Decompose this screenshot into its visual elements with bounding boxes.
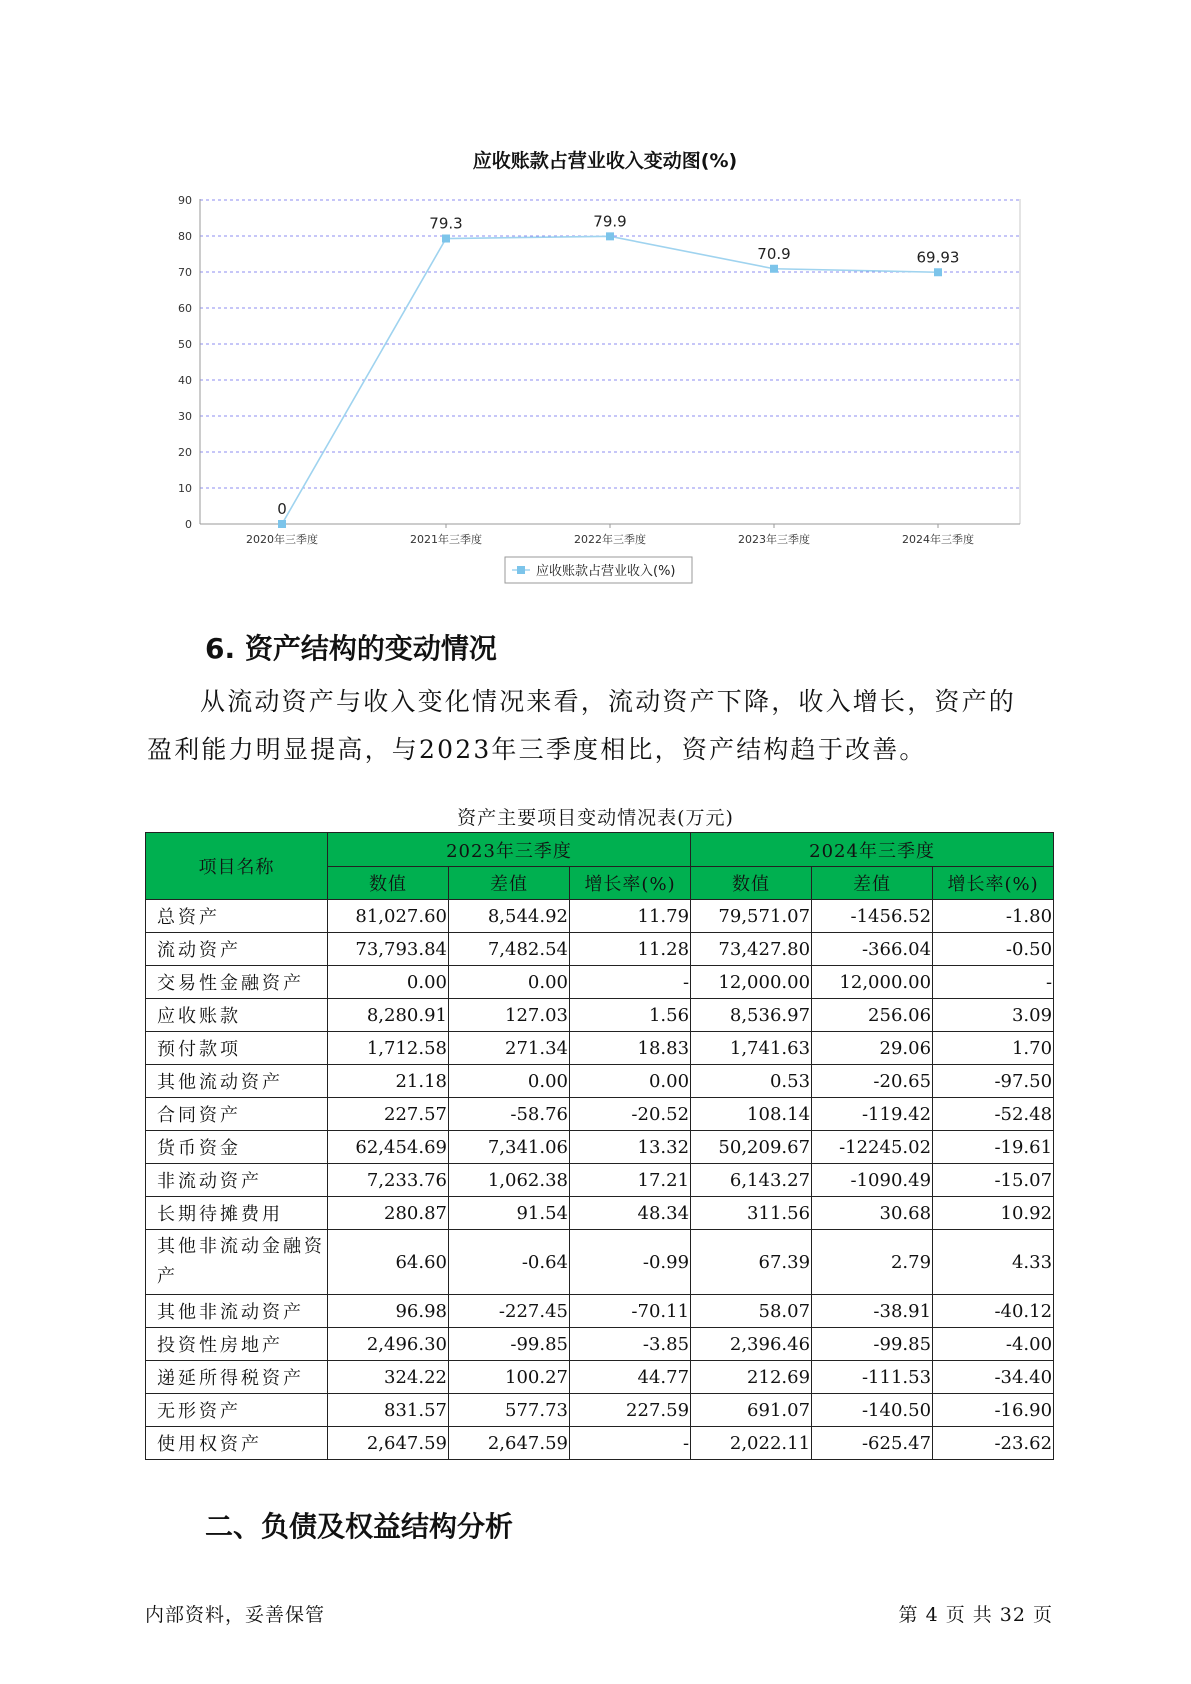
row-item-name: 应收账款 xyxy=(146,999,328,1032)
table-row xyxy=(146,1032,1054,1065)
x-tick-label: 2022年三季度 xyxy=(574,533,646,546)
cell-v23: 831.57 xyxy=(328,1394,449,1427)
table-row xyxy=(146,1197,1054,1230)
table-row xyxy=(146,1427,1054,1460)
cell-d24: -12245.02 xyxy=(812,1131,933,1164)
cell-v24: 212.69 xyxy=(691,1361,812,1394)
row-item-name: 流动资产 xyxy=(146,933,328,966)
cell-v23: 96.98 xyxy=(328,1295,449,1328)
x-tick-label: 2020年三季度 xyxy=(246,533,318,546)
table-row xyxy=(146,1295,1054,1328)
cell-r24: 3.09 xyxy=(933,999,1054,1032)
x-tick-label: 2021年三季度 xyxy=(410,533,482,546)
cell-v23: 0.00 xyxy=(328,966,449,999)
header-rate-2024: 增长率(%) xyxy=(933,867,1054,900)
cell-v24: 73,427.80 xyxy=(691,933,812,966)
cell-d24: 2.79 xyxy=(812,1230,933,1295)
cell-v24: 1,741.63 xyxy=(691,1032,812,1065)
cell-v23: 81,027.60 xyxy=(328,900,449,933)
cell-v23: 280.87 xyxy=(328,1197,449,1230)
header-group-2024: 2024年三季度 xyxy=(691,833,1054,867)
y-tick-label: 90 xyxy=(178,194,192,207)
cell-r23: -70.11 xyxy=(570,1295,691,1328)
cell-v24: 50,209.67 xyxy=(691,1131,812,1164)
cell-d24: -119.42 xyxy=(812,1098,933,1131)
cell-v23: 324.22 xyxy=(328,1361,449,1394)
y-tick-label: 20 xyxy=(178,446,192,459)
cell-v24: 67.39 xyxy=(691,1230,812,1295)
header-item-name: 项目名称 xyxy=(146,833,328,900)
table-row xyxy=(146,933,1054,966)
cell-r23: -3.85 xyxy=(570,1328,691,1361)
cell-v23: 7,233.76 xyxy=(328,1164,449,1197)
header-diff-2024: 差值 xyxy=(812,867,933,900)
cell-r24: -40.12 xyxy=(933,1295,1054,1328)
row-item-name: 合同资产 xyxy=(146,1098,328,1131)
cell-v24: 12,000.00 xyxy=(691,966,812,999)
cell-r23: 17.21 xyxy=(570,1164,691,1197)
row-item-name: 交易性金融资产 xyxy=(146,966,328,999)
data-label: 70.9 xyxy=(757,244,791,263)
cell-r24: -4.00 xyxy=(933,1328,1054,1361)
cell-d24: -38.91 xyxy=(812,1295,933,1328)
cell-v24: 79,571.07 xyxy=(691,900,812,933)
cell-d23: 100.27 xyxy=(449,1361,570,1394)
cell-r24: -97.50 xyxy=(933,1065,1054,1098)
y-tick-label: 10 xyxy=(178,482,192,495)
chart-title: 应收账款占营业收入变动图(%) xyxy=(472,150,738,172)
row-item-name: 预付款项 xyxy=(146,1032,328,1065)
data-point xyxy=(442,235,450,243)
cell-d24: 30.68 xyxy=(812,1197,933,1230)
cell-v23: 1,712.58 xyxy=(328,1032,449,1065)
table-caption: 资产主要项目变动情况表(万元) xyxy=(457,807,734,829)
y-tick-label: 50 xyxy=(178,338,192,351)
table-row xyxy=(146,1065,1054,1098)
table-row xyxy=(146,966,1054,999)
cell-d23: 0.00 xyxy=(449,966,570,999)
cell-v23: 73,793.84 xyxy=(328,933,449,966)
table-body xyxy=(146,900,1054,1460)
cell-r23: 44.77 xyxy=(570,1361,691,1394)
data-point xyxy=(278,520,286,528)
cell-v24: 691.07 xyxy=(691,1394,812,1427)
data-point xyxy=(934,268,942,276)
cell-d23: -0.64 xyxy=(449,1230,570,1295)
cell-v24: 6,143.27 xyxy=(691,1164,812,1197)
receivables-ratio-chart xyxy=(0,0,1191,600)
cell-r23: 1.56 xyxy=(570,999,691,1032)
y-tick-label: 0 xyxy=(185,518,192,531)
cell-v24: 311.56 xyxy=(691,1197,812,1230)
header-rate-2023: 增长率(%) xyxy=(570,867,691,900)
paragraph-line-1: 从流动资产与收入变化情况来看，流动资产下降，收入增长，资产的 xyxy=(200,687,1017,716)
cell-v23: 21.18 xyxy=(328,1065,449,1098)
cell-d24: -99.85 xyxy=(812,1328,933,1361)
cell-d24: 256.06 xyxy=(812,999,933,1032)
cell-r23: 11.28 xyxy=(570,933,691,966)
cell-d24: -140.50 xyxy=(812,1394,933,1427)
cell-v23: 8,280.91 xyxy=(328,999,449,1032)
table-row xyxy=(146,1098,1054,1131)
table-row xyxy=(146,1328,1054,1361)
cell-r23: - xyxy=(570,1427,691,1460)
chart-svg xyxy=(0,0,1191,600)
x-tick-label: 2024年三季度 xyxy=(902,533,974,546)
cell-r23: -20.52 xyxy=(570,1098,691,1131)
table-row xyxy=(146,1164,1054,1197)
row-item-name: 货币资金 xyxy=(146,1131,328,1164)
row-item-name: 其他非流动金融资产 xyxy=(146,1230,328,1295)
cell-d23: 7,341.06 xyxy=(449,1131,570,1164)
cell-r23: - xyxy=(570,966,691,999)
cell-d24: -111.53 xyxy=(812,1361,933,1394)
table-row xyxy=(146,1361,1054,1394)
cell-r24: -15.07 xyxy=(933,1164,1054,1197)
cell-v23: 64.60 xyxy=(328,1230,449,1295)
data-point xyxy=(606,232,614,240)
row-item-name: 无形资产 xyxy=(146,1394,328,1427)
cell-v23: 2,647.59 xyxy=(328,1427,449,1460)
cell-v24: 8,536.97 xyxy=(691,999,812,1032)
cell-v24: 108.14 xyxy=(691,1098,812,1131)
table-row xyxy=(146,999,1054,1032)
data-label: 0 xyxy=(277,500,287,518)
x-tick-label: 2023年三季度 xyxy=(738,533,810,546)
header-value-2024: 数值 xyxy=(691,867,812,900)
cell-r24: 10.92 xyxy=(933,1197,1054,1230)
cell-d24: -366.04 xyxy=(812,933,933,966)
cell-r24: -0.50 xyxy=(933,933,1054,966)
header-diff-2023: 差值 xyxy=(449,867,570,900)
cell-v24: 2,396.46 xyxy=(691,1328,812,1361)
cell-d23: 577.73 xyxy=(449,1394,570,1427)
table-row xyxy=(146,1394,1054,1427)
row-item-name: 其他非流动资产 xyxy=(146,1295,328,1328)
cell-r23: -0.99 xyxy=(570,1230,691,1295)
cell-r24: -52.48 xyxy=(933,1098,1054,1131)
cell-d23: 2,647.59 xyxy=(449,1427,570,1460)
cell-v24: 2,022.11 xyxy=(691,1427,812,1460)
footer-confidential: 内部资料，妥善保管 xyxy=(145,1604,326,1626)
table-row xyxy=(146,1131,1054,1164)
row-item-name: 其他流动资产 xyxy=(146,1065,328,1098)
y-tick-label: 80 xyxy=(178,230,192,243)
legend-marker-swatch xyxy=(517,566,525,574)
cell-d24: 12,000.00 xyxy=(812,966,933,999)
cell-r24: -34.40 xyxy=(933,1361,1054,1394)
cell-r23: 227.59 xyxy=(570,1394,691,1427)
paragraph-line-2: 盈利能力明显提高，与2023年三季度相比，资产结构趋于改善。 xyxy=(147,735,927,764)
cell-r24: -19.61 xyxy=(933,1131,1054,1164)
row-item-name: 非流动资产 xyxy=(146,1164,328,1197)
row-item-name: 使用权资产 xyxy=(146,1427,328,1460)
cell-r24: -16.90 xyxy=(933,1394,1054,1427)
cell-d23: 1,062.38 xyxy=(449,1164,570,1197)
data-point xyxy=(770,265,778,273)
y-tick-label: 30 xyxy=(178,410,192,423)
table-row xyxy=(146,900,1054,933)
asset-change-table xyxy=(145,832,1054,1460)
cell-r23: 0.00 xyxy=(570,1065,691,1098)
section-heading-liabilities: 二、负债及权益结构分析 xyxy=(205,1510,514,1543)
row-item-name: 长期待摊费用 xyxy=(146,1197,328,1230)
cell-d24: -1456.52 xyxy=(812,900,933,933)
data-label: 79.3 xyxy=(429,214,463,233)
cell-v23: 227.57 xyxy=(328,1098,449,1131)
cell-r23: 18.83 xyxy=(570,1032,691,1065)
cell-r23: 13.32 xyxy=(570,1131,691,1164)
row-item-name: 总资产 xyxy=(146,900,328,933)
cell-v23: 62,454.69 xyxy=(328,1131,449,1164)
header-group-2023: 2023年三季度 xyxy=(328,833,691,867)
data-label: 79.9 xyxy=(593,212,627,231)
cell-r24: -23.62 xyxy=(933,1427,1054,1460)
cell-d23: 91.54 xyxy=(449,1197,570,1230)
cell-d23: -227.45 xyxy=(449,1295,570,1328)
cell-d23: 8,544.92 xyxy=(449,900,570,933)
cell-r23: 11.79 xyxy=(570,900,691,933)
cell-d24: 29.06 xyxy=(812,1032,933,1065)
header-value-2023: 数值 xyxy=(328,867,449,900)
legend-label: 应收账款占营业收入(%) xyxy=(536,564,676,579)
cell-r24: - xyxy=(933,966,1054,999)
cell-r24: 1.70 xyxy=(933,1032,1054,1065)
cell-d23: 127.03 xyxy=(449,999,570,1032)
footer-page-number: 第 4 页 共 32 页 xyxy=(898,1604,1053,1626)
row-item-name: 投资性房地产 xyxy=(146,1328,328,1361)
cell-d23: 7,482.54 xyxy=(449,933,570,966)
cell-r23: 48.34 xyxy=(570,1197,691,1230)
table-row xyxy=(146,1230,1054,1295)
cell-d23: 271.34 xyxy=(449,1032,570,1065)
section-heading-asset-structure: 6. 资产结构的变动情况 xyxy=(205,632,497,665)
cell-d24: -20.65 xyxy=(812,1065,933,1098)
y-tick-label: 70 xyxy=(178,266,192,279)
cell-d23: 0.00 xyxy=(449,1065,570,1098)
row-item-name: 递延所得税资产 xyxy=(146,1361,328,1394)
cell-d23: -99.85 xyxy=(449,1328,570,1361)
cell-v23: 2,496.30 xyxy=(328,1328,449,1361)
cell-r24: -1.80 xyxy=(933,900,1054,933)
cell-d24: -1090.49 xyxy=(812,1164,933,1197)
data-label: 69.93 xyxy=(916,248,960,267)
cell-d24: -625.47 xyxy=(812,1427,933,1460)
cell-d23: -58.76 xyxy=(449,1098,570,1131)
y-tick-label: 60 xyxy=(178,302,192,315)
cell-v24: 58.07 xyxy=(691,1295,812,1328)
cell-r24: 4.33 xyxy=(933,1230,1054,1295)
y-tick-label: 40 xyxy=(178,374,192,387)
cell-v24: 0.53 xyxy=(691,1065,812,1098)
